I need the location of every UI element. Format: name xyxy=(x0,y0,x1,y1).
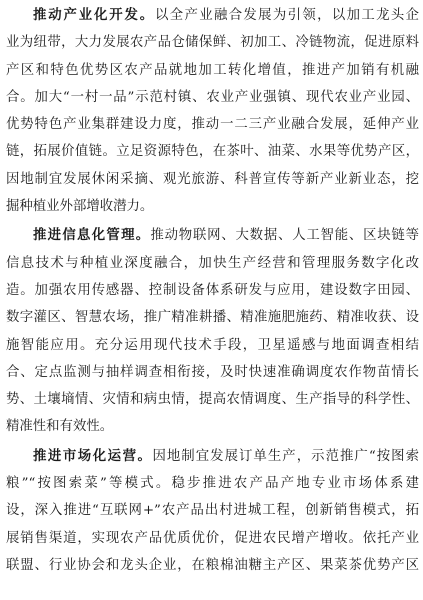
text-line: 合、定点监测与抽样调查相衔接，及时快速准确调度农作物苗情长 xyxy=(6,364,419,380)
text-line xyxy=(6,222,419,249)
text-line: 信息技术与种植业深度融合，加快生产经营和管理服务数字化改 xyxy=(6,255,419,271)
text-line: 业为纽带，大力发展农产品仓储保鲜、初加工、冷链物流，促进原料 xyxy=(6,35,419,51)
text-line: 掘种植业外部增收潜力。 xyxy=(6,199,154,215)
text-line xyxy=(6,2,419,29)
text-line: 数字灌区、智慧农场，推广精准耕播、精准施肥施药、精准收获、设 xyxy=(6,310,419,326)
paragraph-industrialization xyxy=(6,2,419,220)
document-page xyxy=(6,2,419,579)
text-line-content: 推动物联网、大数据、人工智能、区块链等 xyxy=(150,228,419,244)
paragraph-heading: 推动产业化开发。 xyxy=(33,8,155,23)
paragraph-heading: 推进信息化管理。 xyxy=(33,228,151,244)
text-line: 粮”“按图索菜”等模式。稳步推进农产品产地专业市场体系建 xyxy=(6,476,419,492)
text-line: 因地制宜发展休闲采摘、观光旅游、科普宣传等新产业新业态，挖 xyxy=(6,171,419,187)
text-line: 展销售渠道，实现农产品优质优价，促进农民增产增收。依托产业 xyxy=(6,530,419,546)
paragraph-heading: 推进市场化运营。 xyxy=(33,448,153,464)
text-line-content: 以全产业融合发展为引领，以加工龙头企 xyxy=(154,8,419,23)
text-line: 施智能应用。充分运用现代技术手段，卫星遥感与地面调查相结 xyxy=(6,337,419,353)
text-line: 设，深入推进“互联网+”农产品出村进城工程，创新销售模式，拓 xyxy=(6,503,419,519)
text-line: 势、土壤墒情、灾情和病虫情，提高农情调度、生产指导的科学性、 xyxy=(6,392,419,408)
text-line: 造。加强农用传感器、控制设备体系研发与应用，建设数字田园、 xyxy=(6,282,419,298)
text-line-content: 因地制宜发展订单生产，示范推广“按图索 xyxy=(152,448,419,464)
paragraph-marketization xyxy=(6,443,419,579)
paragraph-informatization xyxy=(6,222,419,440)
text-line xyxy=(6,443,419,470)
text-line: 优势特色产业集群建设力度，推动一二三产业融合发展，延伸产业 xyxy=(6,117,419,133)
text-line: 链，拓展价值链。立足资源特色，在茶叶、油菜、水果等优势产区， xyxy=(6,144,419,160)
text-line: 联盟、行业协会和龙头企业，在粮棉油糖主产区、果菜茶优势产区 xyxy=(6,557,419,573)
text-line: 精准性和有效性。 xyxy=(6,419,114,435)
text-line: 合。加大“一村一品”示范村镇、农业产业强镇、现代农业产业园、 xyxy=(6,89,419,105)
text-line: 产区和特色优势区农产品就地加工转化增值，推进产加销有机融 xyxy=(6,62,419,78)
